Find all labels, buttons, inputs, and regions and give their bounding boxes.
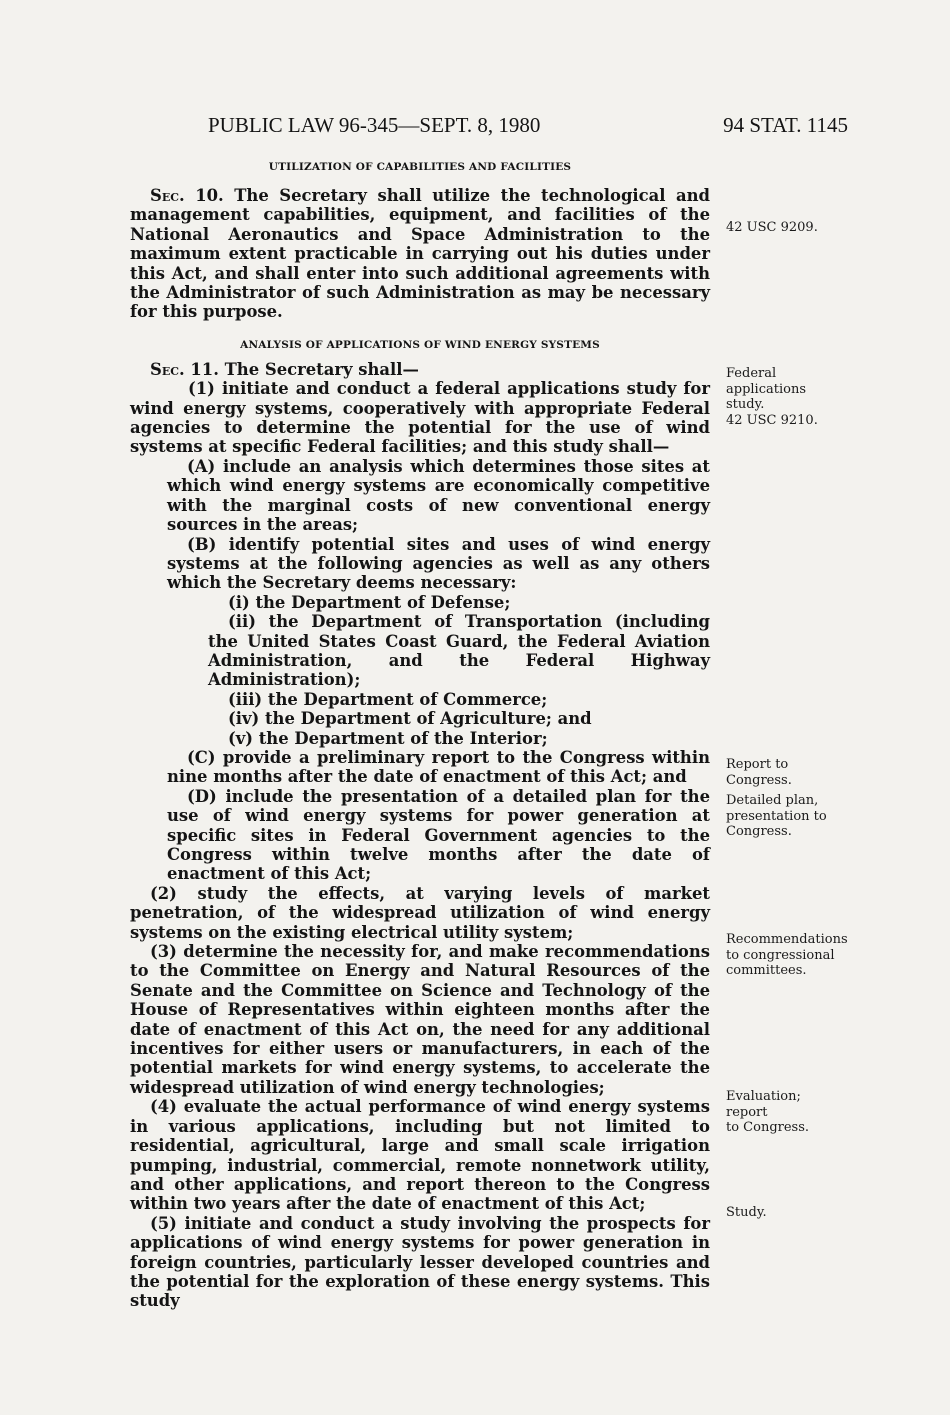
sec11-para-C: (C) provide a preliminary report to the Congress within nine months after the date of enactment of this Act; and <box>167 747 710 787</box>
margin-note-42usc9209 <box>726 220 818 236</box>
margin-federal-text: Federal <box>726 366 777 381</box>
sec11-para-ii: (ii) the Department of Transportation (including the United States Coast Guard, the Federal Aviation Administration, and the Federal Highway Administration); <box>208 612 710 690</box>
margin-presentation-text: presentation to <box>726 808 827 824</box>
margin-study-text: study. <box>726 397 765 412</box>
sec11-para-iii: (iii) the Department of Commerce; <box>228 689 548 709</box>
sec11-para-D: (D) include the presentation of a detailed plan for the use of wind energy systems for power generation at specific sites in Federal Government agencies to the Congress within twelve months after the date of enactment of this Act; <box>167 786 710 884</box>
sec11-heading: ANALYSIS OF APPLICATIONS OF WIND ENERGY SYSTEMS <box>240 338 600 351</box>
sec11-para-3: (3) determine the necessity for, and make recommendations to the Committee on Energy and Natural Resources of the Senate and the Committee on Science and Technology of the House of Representatives within eighteen months after the date of enactment of this Act on, the need for any additional incentives for either users or manufacturers, in each of the potential markets for wind energy systems, to accelerate the widespread utilization of wind energy technologies; <box>130 942 710 1097</box>
statute-body <box>130 158 710 1311</box>
margin-recommendations-text: Recommendations <box>726 932 848 947</box>
sec11-para-i: (i) the Department of Defense; <box>228 592 511 612</box>
sec10-text: The Secretary shall utilize the technological and management capabilities, equipment, and facilities of the National Aeronautics and Space Administration to the maximum extent practicable in carrying out his duties under this Act, and shall enter into such additional agreements with the Administrator of such Administration as may be necessary for this purpose. <box>130 186 710 322</box>
margin-congress2-text: Congress. <box>726 824 792 839</box>
margin-note-study <box>726 1205 767 1221</box>
sec11-para-B: (B) identify potential sites and uses of wind energy systems at the following agencies as well as any others which the Secretary deems necessary: <box>167 534 710 593</box>
sec11-label: Sec. 11. <box>150 359 219 379</box>
margin-note-detailed-plan <box>726 793 827 840</box>
stat-page-number: 94 STAT. 1145 <box>723 113 848 137</box>
sec11-para-4: (4) evaluate the actual performance of wind energy systems in various applications, including but not limited to residential, agricultural, large and small scale irrigation pumping, industrial, commercial, remote nonnetwork utility, and other applications, and report thereon to the Congress within two years after the date of enactment of this Act; <box>130 1097 710 1214</box>
margin-detailed-plan-text: Detailed plan, <box>726 793 819 808</box>
sec10-paragraph <box>130 186 710 322</box>
margin-42usc9210-text: 42 USC 9210. <box>726 412 818 428</box>
public-law-citation: PUBLIC LAW 96-345—SEPT. 8, 1980 <box>208 113 541 137</box>
sec11-para-1: (1) initiate and conduct a federal applications study for wind energy systems, cooperatively with appropriate Federal agencies to determine the potential for the use of wind systems at specific Federal facilities; and this study shall— <box>130 379 710 457</box>
sec11-para-2: (2) study the effects, at varying levels of market penetration, of the widespread utilization of wind energy systems on the existing electrical utility system; <box>130 883 710 942</box>
margin-to-congress-text: to Congress. <box>726 1120 810 1135</box>
margin-note-recommendations <box>726 932 848 979</box>
sec11-para-5: (5) initiate and conduct a study involving the prospects for applications of wind energy systems for power generation in foreign countries, particularly lesser developed countries and the potential for the exploration of these energy systems. This study <box>130 1213 710 1311</box>
margin-note-federal-study <box>726 366 818 428</box>
margin-evaluation-text: Evaluation; <box>726 1089 801 1104</box>
sec11-intro-text: The Secretary shall— <box>218 359 419 379</box>
margin-to-congressional-text: to congressional <box>726 947 835 963</box>
margin-congress-text: Congress. <box>726 772 792 788</box>
sec11-para-v: (v) the Department of the Interior; <box>228 728 548 748</box>
margin-report-text: report <box>726 1104 768 1120</box>
margin-study2-text: Study. <box>726 1205 767 1220</box>
margin-note-evaluation <box>726 1089 809 1136</box>
margin-committees-text: committees. <box>726 963 807 978</box>
sec11-para-A: (A) include an analysis which determines those sites at which wind energy systems are economically competitive with the marginal costs of new conventional energy sources in the areas; <box>167 456 710 535</box>
margin-report-to-text: Report to <box>726 757 789 772</box>
sec11-intro <box>130 360 710 379</box>
margin-applications-text: applications <box>726 381 806 397</box>
sec10-heading: UTILIZATION OF CAPABILITIES AND FACILITIES <box>268 161 572 173</box>
sec10-label: Sec. 10. <box>150 186 224 205</box>
margin-42usc9209-text: 42 USC 9209. <box>726 220 818 235</box>
page-header <box>208 113 848 143</box>
sec11-para-iv: (iv) the Department of Agriculture; and <box>228 709 592 729</box>
margin-note-report <box>726 757 792 788</box>
